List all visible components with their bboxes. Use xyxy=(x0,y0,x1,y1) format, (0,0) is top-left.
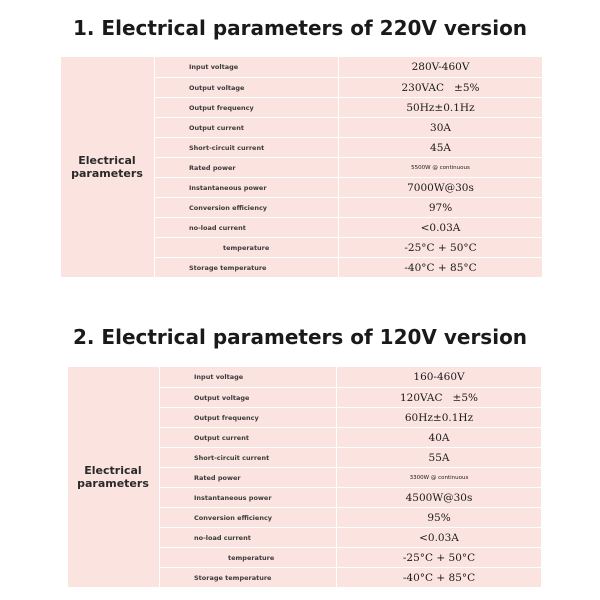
table-row xyxy=(155,57,542,77)
table-row xyxy=(160,387,541,407)
table-row xyxy=(160,367,541,387)
param-label: temperature xyxy=(228,553,275,562)
param-value: 280V-460V xyxy=(411,61,470,73)
param-label: Conversion efficiency xyxy=(194,513,273,522)
param-value: 60Hz±0.1Hz xyxy=(404,411,474,424)
param-label: Output current xyxy=(189,123,244,132)
param-label: Output frequency xyxy=(194,413,259,422)
param-label: Rated power xyxy=(189,163,236,172)
param-value: 50Hz±0.1Hz xyxy=(406,101,475,114)
table-row xyxy=(160,507,541,527)
category-label: Electrical parameters xyxy=(71,154,143,180)
param-label: Output voltage xyxy=(194,393,250,402)
param-label: temperature xyxy=(223,243,270,252)
param-value: 45A xyxy=(430,141,451,154)
param-value: 3300W @ continuous xyxy=(409,474,469,481)
section-1-title: 1. Electrical parameters of 220V version xyxy=(72,16,528,40)
param-value: <0.03A xyxy=(420,221,461,234)
param-value: 95% xyxy=(427,511,451,524)
param-label: Instantaneous power xyxy=(194,493,272,502)
table-row xyxy=(155,97,542,117)
param-label: Conversion efficiency xyxy=(189,203,268,212)
table-row xyxy=(155,257,542,277)
param-value: 5500W @ continuous xyxy=(411,164,470,171)
param-label: Rated power xyxy=(194,473,241,482)
table-row xyxy=(155,177,542,197)
table-row xyxy=(155,197,542,217)
param-label: Instantaneous power xyxy=(189,183,267,192)
param-label: Storage temperature xyxy=(194,573,272,582)
table-row xyxy=(155,137,542,157)
table-row xyxy=(160,427,541,447)
param-label: Output current xyxy=(194,433,249,442)
param-value: 4500W@30s xyxy=(405,491,473,504)
table-row xyxy=(160,547,541,567)
table-row xyxy=(155,217,542,237)
param-label: no-load current xyxy=(189,223,246,232)
table-row xyxy=(160,447,541,467)
section-2-title: 2. Electrical parameters of 120V version xyxy=(72,325,528,349)
param-label: Short-circuit current xyxy=(189,143,265,152)
table-row xyxy=(155,237,542,257)
spec-table-120v xyxy=(68,367,541,587)
param-label: Output frequency xyxy=(189,103,254,112)
table-row xyxy=(160,467,541,487)
param-value: 40A xyxy=(428,431,450,444)
param-value: 97% xyxy=(428,201,453,214)
table-row xyxy=(155,157,542,177)
spec-table-220v xyxy=(61,57,542,277)
category-label: Electrical parameters xyxy=(77,464,149,490)
param-value: 120VAC ±5% xyxy=(400,391,478,404)
param-value: 55A xyxy=(428,451,450,464)
table-row xyxy=(160,487,541,507)
param-value: <0.03A xyxy=(419,531,459,544)
param-label: Storage temperature xyxy=(189,263,267,272)
param-label: Input voltage xyxy=(194,373,244,381)
param-value: -40°C + 85°C xyxy=(402,571,476,584)
param-value: 230VAC ±5% xyxy=(401,81,480,94)
table-row xyxy=(160,407,541,427)
param-label: Output voltage xyxy=(189,83,245,92)
param-value: -25°C + 50°C xyxy=(404,241,477,254)
param-value: 30A xyxy=(430,121,451,134)
param-value: 160-460V xyxy=(413,371,465,383)
param-label: Input voltage xyxy=(189,63,239,71)
table-row xyxy=(155,117,542,137)
param-value: -40°C + 85°C xyxy=(404,261,477,274)
table-row xyxy=(160,527,541,547)
param-value: 7000W@30s xyxy=(407,181,474,194)
table-row xyxy=(160,567,541,587)
param-value: -25°C + 50°C xyxy=(402,551,476,564)
table-row xyxy=(155,77,542,97)
param-label: Short-circuit current xyxy=(194,453,270,462)
param-label: no-load current xyxy=(194,533,251,542)
